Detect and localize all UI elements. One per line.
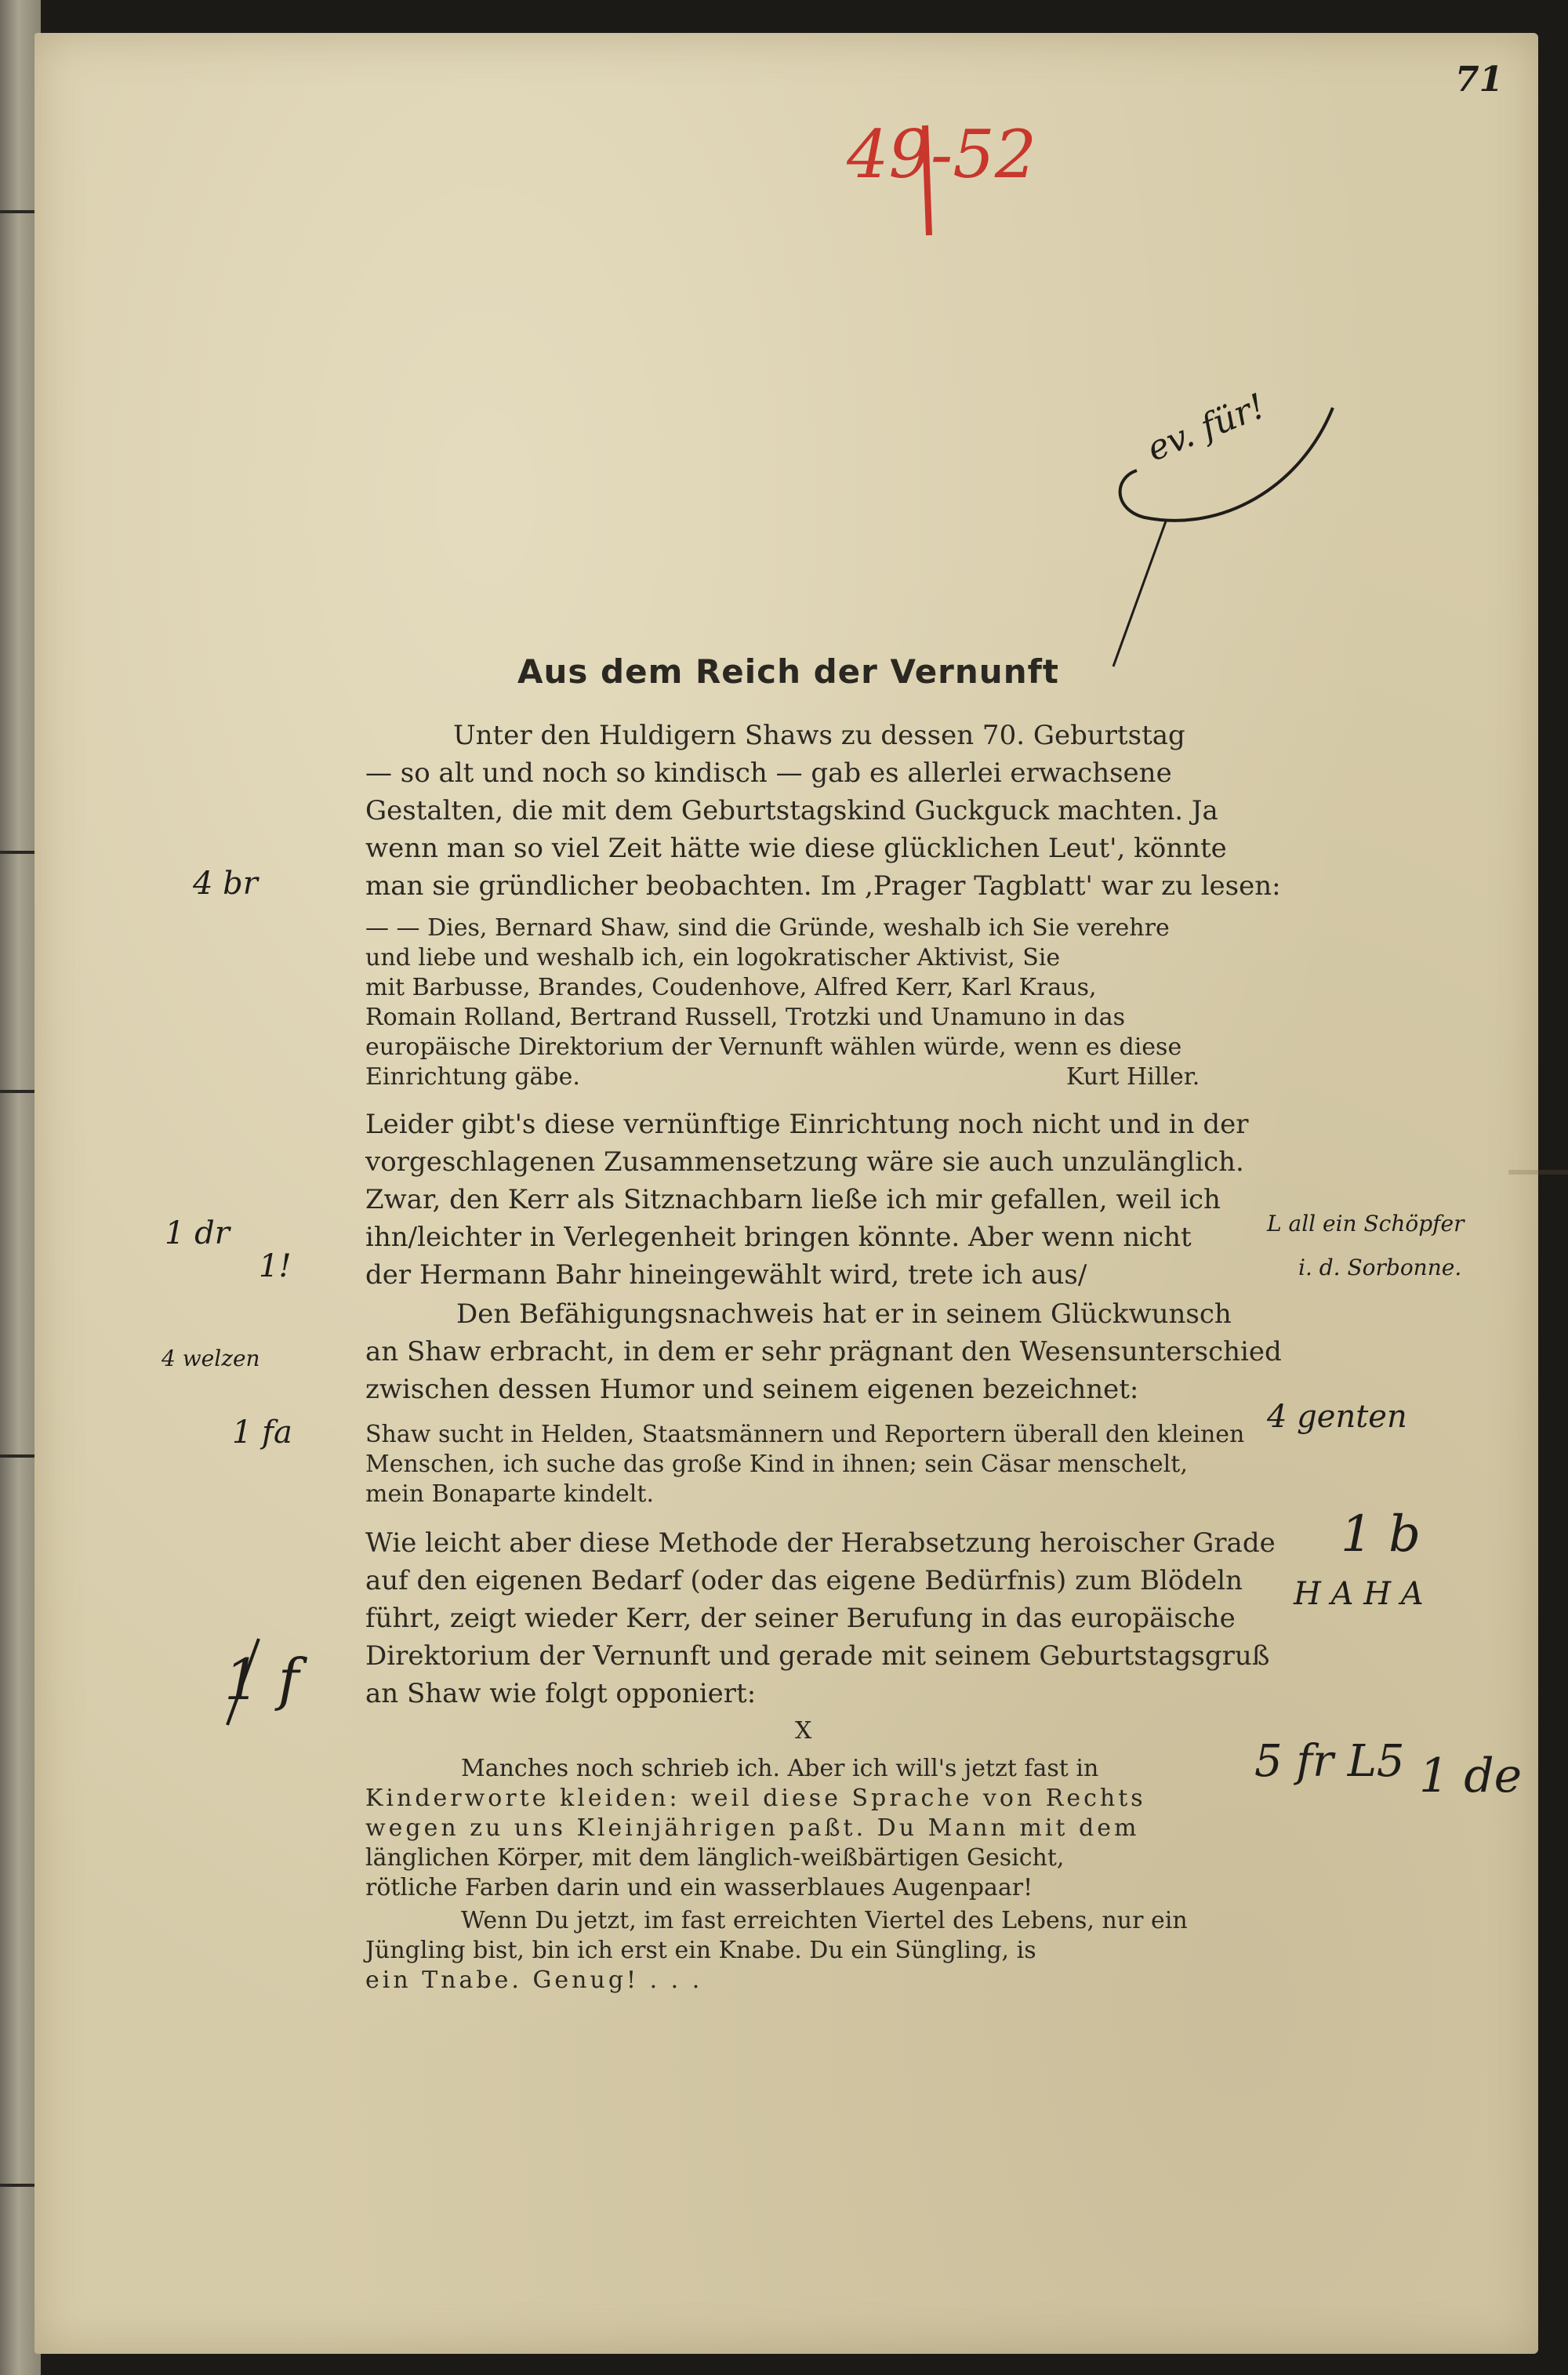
text-line: Zwar, den Kerr als Sitznachbarn ließe ich mir gefallen, weil ich bbox=[365, 1184, 1221, 1215]
margin-note: 1 dr bbox=[165, 1215, 230, 1251]
margin-note: 4 welzen bbox=[162, 1345, 260, 1371]
quote-line: mein Bonaparte kindelt. bbox=[365, 1480, 654, 1508]
margin-note: 1 b bbox=[1341, 1505, 1421, 1563]
quote-line: Einrichtung gäbe. bbox=[365, 1063, 580, 1091]
margin-note: i. d. Sorbonne. bbox=[1298, 1255, 1462, 1280]
quote-line: Menschen, ich suche das große Kind in ihnen; sein Cäsar menschelt, bbox=[365, 1451, 1188, 1478]
section-mark: X bbox=[795, 1717, 812, 1745]
text-line: vorgeschlagenen Zusammensetzung wäre sie auch unzulänglich. bbox=[365, 1146, 1244, 1178]
quote-signature: Kurt Hiller. bbox=[1066, 1063, 1200, 1091]
margin-note-scrawl: ev. für! bbox=[1142, 386, 1271, 470]
text-line: an Shaw wie folgt opponiert: bbox=[365, 1678, 757, 1709]
text-line: führt, zeigt wieder Kerr, der seiner Berufung in das europäische bbox=[365, 1603, 1236, 1634]
quote-line: Wenn Du jetzt, im fast erreichten Viertel des Lebens, nur ein bbox=[461, 1907, 1188, 1934]
quote-line: ein Tnabe. Genug! . . . bbox=[365, 1966, 703, 1994]
text-line: Wie leicht aber diese Methode der Herabsetzung heroischer Grade bbox=[365, 1527, 1276, 1559]
quote-line: europäische Direktorium der Vernunft wählen würde, wenn es diese bbox=[365, 1033, 1182, 1061]
article-title: Aus dem Reich der Vernunft bbox=[517, 652, 1059, 691]
quote-line: Manches noch schrieb ich. Aber ich will's jetzt fast in bbox=[461, 1755, 1099, 1782]
margin-note: 4 br bbox=[193, 866, 258, 902]
margin-note: 1! bbox=[259, 1248, 292, 1284]
quote-line: mit Barbusse, Brandes, Coudenhove, Alfred Kerr, Karl Kraus, bbox=[365, 974, 1097, 1001]
quote-line: und liebe und weshalb ich, ein logokratischer Aktivist, Sie bbox=[365, 944, 1061, 971]
text-line: Gestalten, die mit dem Geburtstagskind Guckguck machten. Ja bbox=[365, 795, 1218, 826]
text-line: auf den eigenen Bedarf (oder das eigene Bedürfnis) zum Blödeln bbox=[365, 1565, 1243, 1596]
text-line: Direktorium der Vernunft und gerade mit seinem Geburtstagsgruß bbox=[365, 1640, 1270, 1672]
text-line: man sie gründlicher beobachten. Im ,Prager Tagblatt' war zu lesen: bbox=[365, 870, 1281, 902]
text-line: — so alt und noch so kindisch — gab es allerlei erwachsene bbox=[365, 757, 1172, 789]
quote-line: Kinderworte kleiden: weil diese Sprache von Rechts bbox=[365, 1785, 1146, 1812]
quote-line: — — Dies, Bernard Shaw, sind die Gründe, weshalb ich Sie verehre bbox=[365, 914, 1170, 942]
text-line: Den Befähigungsnachweis hat er in seinem Glückwunsch bbox=[456, 1298, 1232, 1330]
text-line: der Hermann Bahr hineingewählt wird, trete ich aus/ bbox=[365, 1259, 1087, 1291]
margin-note: 4 genten bbox=[1267, 1399, 1407, 1435]
text-line: an Shaw erbracht, in dem er sehr prägnant den Wesensunterschied bbox=[365, 1336, 1282, 1367]
quote-line: wegen zu uns Kleinjährigen paßt. Du Mann mit dem bbox=[365, 1814, 1140, 1842]
margin-note: 5 fr L5 bbox=[1254, 1736, 1405, 1787]
page-number: 71 bbox=[1455, 60, 1504, 100]
text-line: ihn/leichter in Verlegenheit bringen könnte. Aber wenn nicht bbox=[365, 1222, 1192, 1253]
quote-line: rötliche Farben darin und ein wasserblaues Augenpaar! bbox=[365, 1874, 1033, 1901]
margin-note: L all ein Schöpfer bbox=[1267, 1211, 1465, 1237]
margin-note: H A H A bbox=[1294, 1576, 1424, 1612]
quote-line: Shaw sucht in Helden, Staatsmännern und Reportern überall den kleinen bbox=[365, 1421, 1245, 1448]
quote-line: Jüngling bist, bin ich erst ein Knabe. Du ein Süngling, is bbox=[365, 1937, 1036, 1964]
text-line: Leider gibt's diese vernünftige Einrichtung noch nicht und in der bbox=[365, 1109, 1249, 1140]
text-line: wenn man so viel Zeit hätte wie diese glücklichen Leut', könnte bbox=[365, 833, 1227, 864]
quote-line: Romain Rolland, Bertrand Russell, Trotzki und Unamuno in das bbox=[365, 1004, 1126, 1031]
red-pencil-note: 49-52 bbox=[847, 116, 1037, 193]
quote-line: länglichen Körper, mit dem länglich-weißbärtigen Gesicht, bbox=[365, 1844, 1065, 1872]
text-line: zwischen dessen Humor und seinem eigenen bezeichnet: bbox=[365, 1374, 1139, 1405]
margin-note: 1 fa bbox=[232, 1414, 292, 1451]
text-line: Unter den Huldigern Shaws zu dessen 70. Geburtstag bbox=[453, 720, 1185, 751]
margin-note: 1 de bbox=[1419, 1749, 1523, 1803]
margin-note: 1 f bbox=[224, 1647, 299, 1712]
